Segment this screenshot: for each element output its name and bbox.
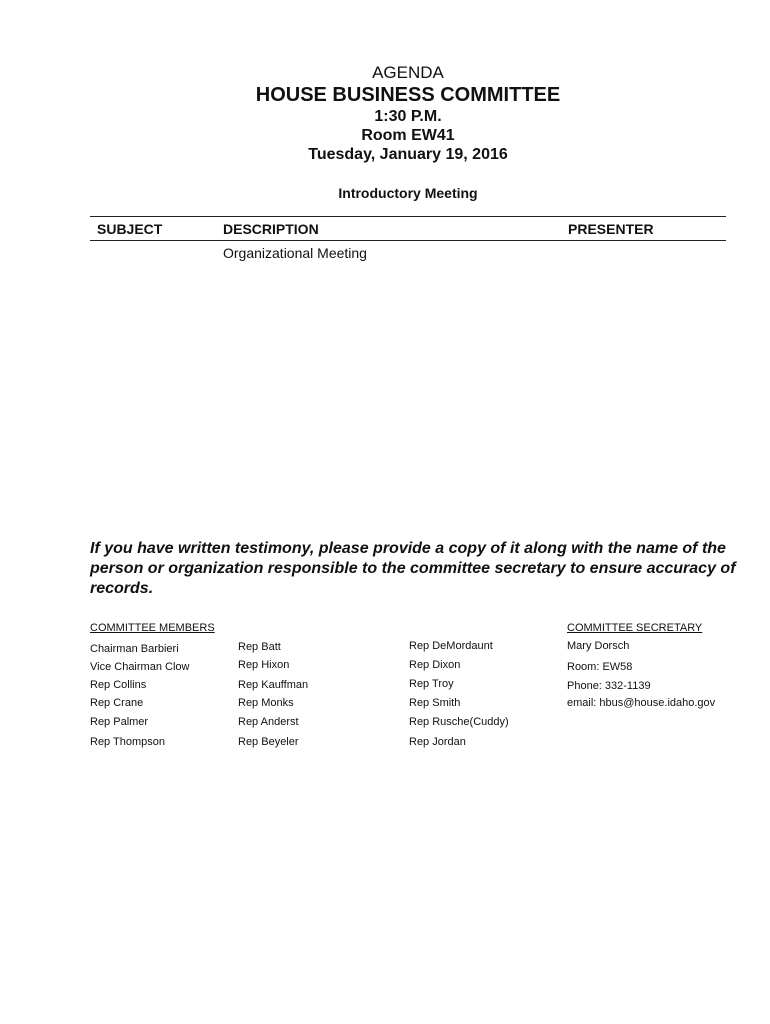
table-top-rule — [90, 216, 726, 217]
member-name: Rep Troy — [409, 678, 454, 690]
column-header-description: DESCRIPTION — [223, 221, 319, 237]
member-name: Chairman Barbieri — [90, 643, 179, 655]
member-name: Rep Beyeler — [238, 736, 299, 748]
committee-title: HOUSE BUSINESS COMMITTEE — [255, 84, 561, 106]
member-name: Rep Dixon — [409, 659, 461, 671]
agenda-item-description: Organizational Meeting — [223, 245, 367, 261]
meeting-date: Tuesday, January 19, 2016 — [308, 146, 508, 163]
secretary-name: Mary Dorsch — [567, 640, 630, 652]
meeting-type: Introductory Meeting — [338, 185, 478, 201]
testimony-notice: If you have written testimony, please provide a copy of it along with the name of the person or organization responsible to the committee secretary to ensure accuracy of records. — [90, 540, 736, 597]
member-name: Rep Jordan — [409, 736, 466, 748]
member-name: Rep Kauffman — [238, 679, 309, 691]
member-name: Rep Anderst — [238, 716, 299, 728]
member-name: Rep Monks — [238, 697, 294, 709]
member-name: Rep Crane — [90, 697, 144, 709]
member-name: Rep Batt — [238, 641, 281, 653]
secretary-room: Room: EW58 — [567, 661, 633, 673]
member-name: Vice Chairman Clow — [90, 661, 190, 673]
member-name: Rep Collins — [90, 679, 147, 691]
member-name: Rep Palmer — [90, 716, 149, 728]
member-name: Rep Rusche(Cuddy) — [409, 716, 509, 728]
committee-secretary-label: COMMITTEE SECRETARY — [567, 622, 703, 634]
column-header-subject: SUBJECT — [97, 221, 163, 237]
meeting-room: Room EW41 — [361, 127, 455, 144]
agenda-label: AGENDA — [372, 63, 444, 82]
member-name: Rep Smith — [409, 697, 461, 709]
member-name: Rep Hixon — [238, 659, 290, 671]
secretary-phone: Phone: 332-1139 — [567, 680, 651, 692]
committee-members-label: COMMITTEE MEMBERS — [90, 622, 215, 634]
meeting-time: 1:30 P.M. — [374, 108, 442, 125]
member-name: Rep DeMordaunt — [409, 640, 493, 652]
table-header-rule — [90, 240, 726, 241]
member-name: Rep Thompson — [90, 736, 166, 748]
secretary-email: email: hbus@house.idaho.gov — [567, 697, 716, 709]
column-header-presenter: PRESENTER — [568, 221, 654, 237]
